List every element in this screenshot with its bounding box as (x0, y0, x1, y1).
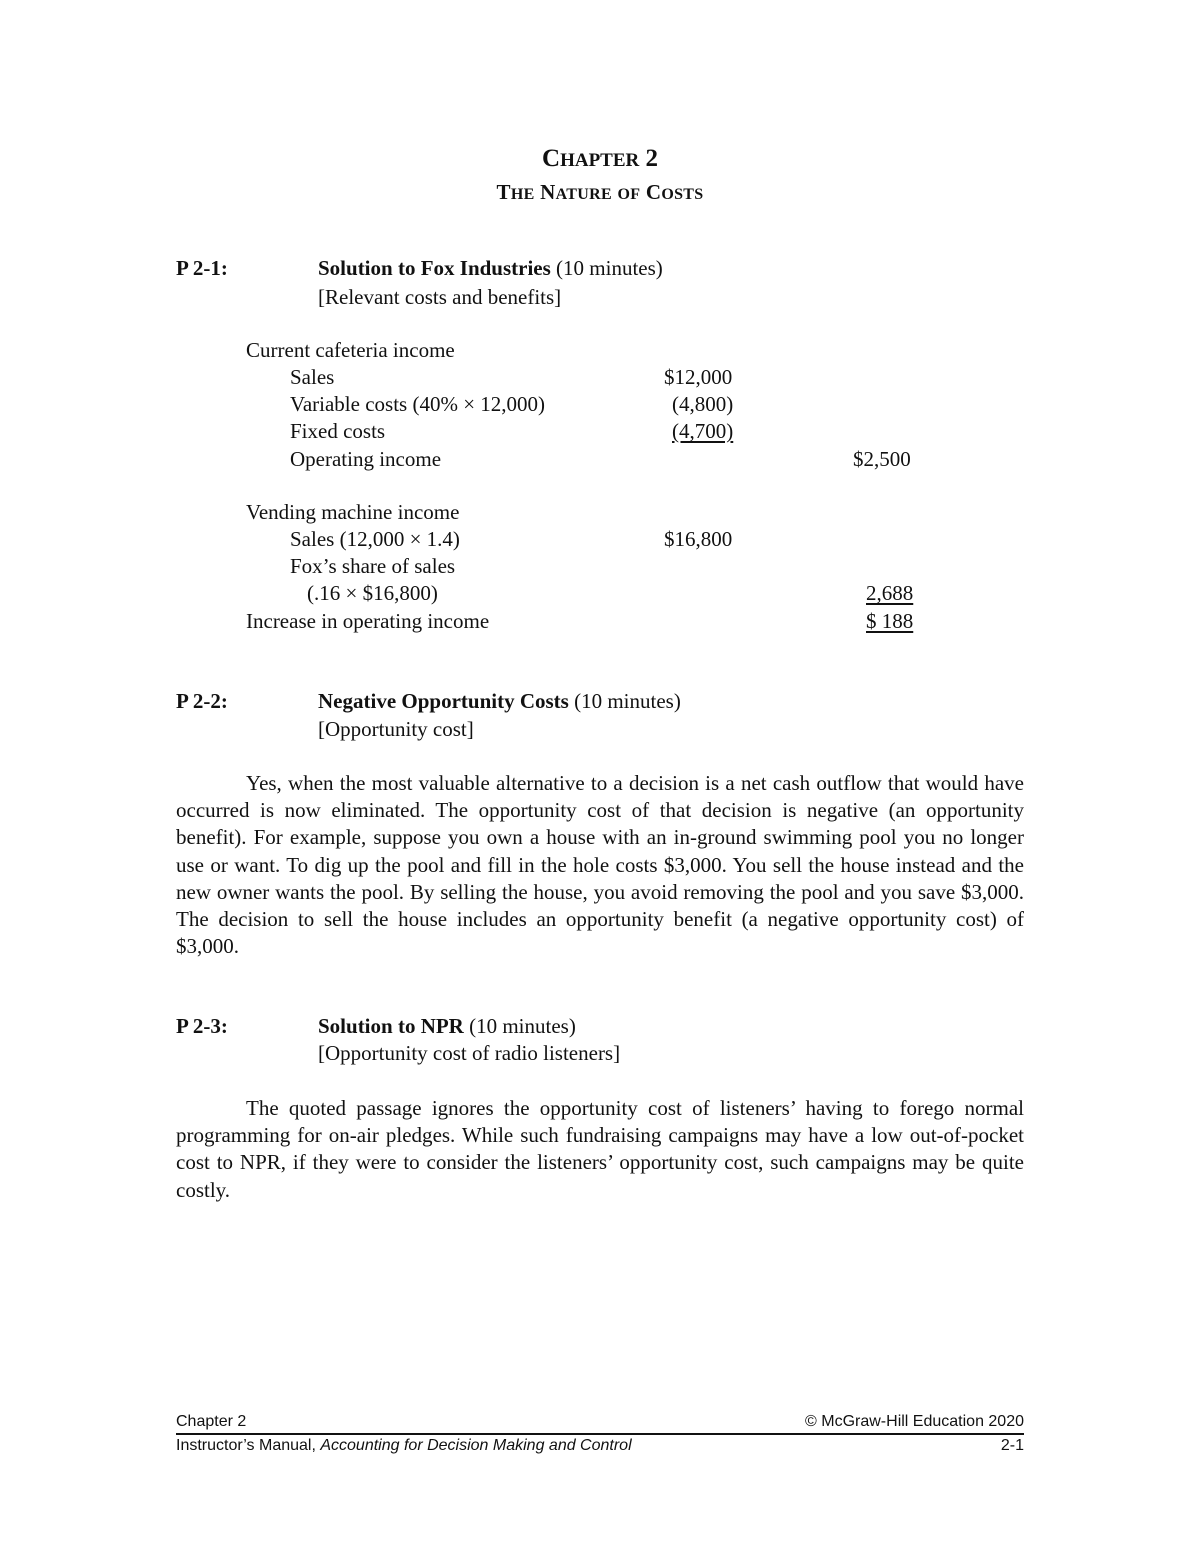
operating-income-value: $2,500 (853, 447, 911, 471)
sales-value: $12,000 (664, 365, 733, 389)
problem-tag-p2-2: [Opportunity cost] (318, 717, 474, 741)
variable-costs-value: (4,800) (672, 392, 734, 416)
fixed-costs-value: (4,700) (672, 419, 734, 443)
vending-income-heading: Vending machine income (246, 500, 460, 524)
increase-label: Increase in operating income (246, 609, 490, 633)
footer-divider (176, 1433, 1024, 1435)
problem-id-p2-3: P 2-3: (176, 1014, 228, 1038)
problem-tag-p2-3: [Opportunity cost of radio listeners] (318, 1041, 621, 1065)
problem-id-p2-1: P 2-1: (176, 256, 228, 280)
problem-title-p2-1: Solution to Fox Industries (10 minutes) (318, 256, 663, 280)
paragraph-p2-3: The quoted passage ignores the opportunity cost of listeners’ having to forego normal programming for on-air pledges. While such fundraising campaigns may have a low out-of-pocket cost to NPR, if they were to consider the listeners’ opportunity cost, such campaigns may be quite costly. (176, 1096, 1024, 1202)
variable-costs-label: Variable costs (40% × 12,000) (290, 392, 546, 416)
operating-income-label: Operating income (290, 447, 442, 471)
paragraph-p2-2: Yes, when the most valuable alternative to a decision is a net cash outflow that would have occurred is now eliminated. The opportunity cost of that decision is negative (an opportunity benefit). For example, suppose you own a house with an in-ground swimming pool you no longer use or want. To dig up the pool and fill in the hole costs $3,000. You sell the house instead and the new owner wants the pool. By selling the house, you avoid removing the pool and you save $3,000. The decision to sell the house includes an opportunity benefit (a negative opportunity cost) of $3,000. (176, 771, 1024, 959)
fox-share-formula: (.16 × $16,800) (307, 581, 438, 605)
problem-tag-p2-1: [Relevant costs and benefits] (318, 285, 562, 309)
footer-chapter: Chapter 2 (176, 1413, 247, 1430)
chapter-header (0, 143, 1200, 210)
current-income-heading: Current cafeteria income (246, 338, 455, 362)
increase-value: $ 188 (866, 609, 914, 633)
problem-id-p2-2: P 2-2: (176, 689, 228, 713)
chapter-subtitle: THE NATURE OF COSTS (496, 180, 704, 204)
fox-share-value: 2,688 (866, 581, 914, 605)
problem-title-p2-3: Solution to NPR (10 minutes) (318, 1014, 576, 1038)
fox-share-label: Fox’s share of sales (290, 554, 456, 578)
footer-copyright: © McGraw-Hill Education 2020 (805, 1413, 1024, 1430)
footer-page-number: 2-1 (1000, 1437, 1024, 1454)
problem-title-p2-2: Negative Opportunity Costs (10 minutes) (318, 689, 681, 713)
sales-label: Sales (290, 365, 335, 389)
footer-manual-title: Instructor’s Manual, Accounting for Decision Making and Control (176, 1437, 632, 1454)
fixed-costs-label: Fixed costs (290, 419, 386, 443)
vending-sales-value: $16,800 (664, 527, 733, 551)
chapter-title: CHAPTER 2 (542, 145, 658, 172)
vending-sales-label: Sales (12,000 × 1.4) (290, 527, 460, 551)
page-footer (176, 1412, 1024, 1456)
